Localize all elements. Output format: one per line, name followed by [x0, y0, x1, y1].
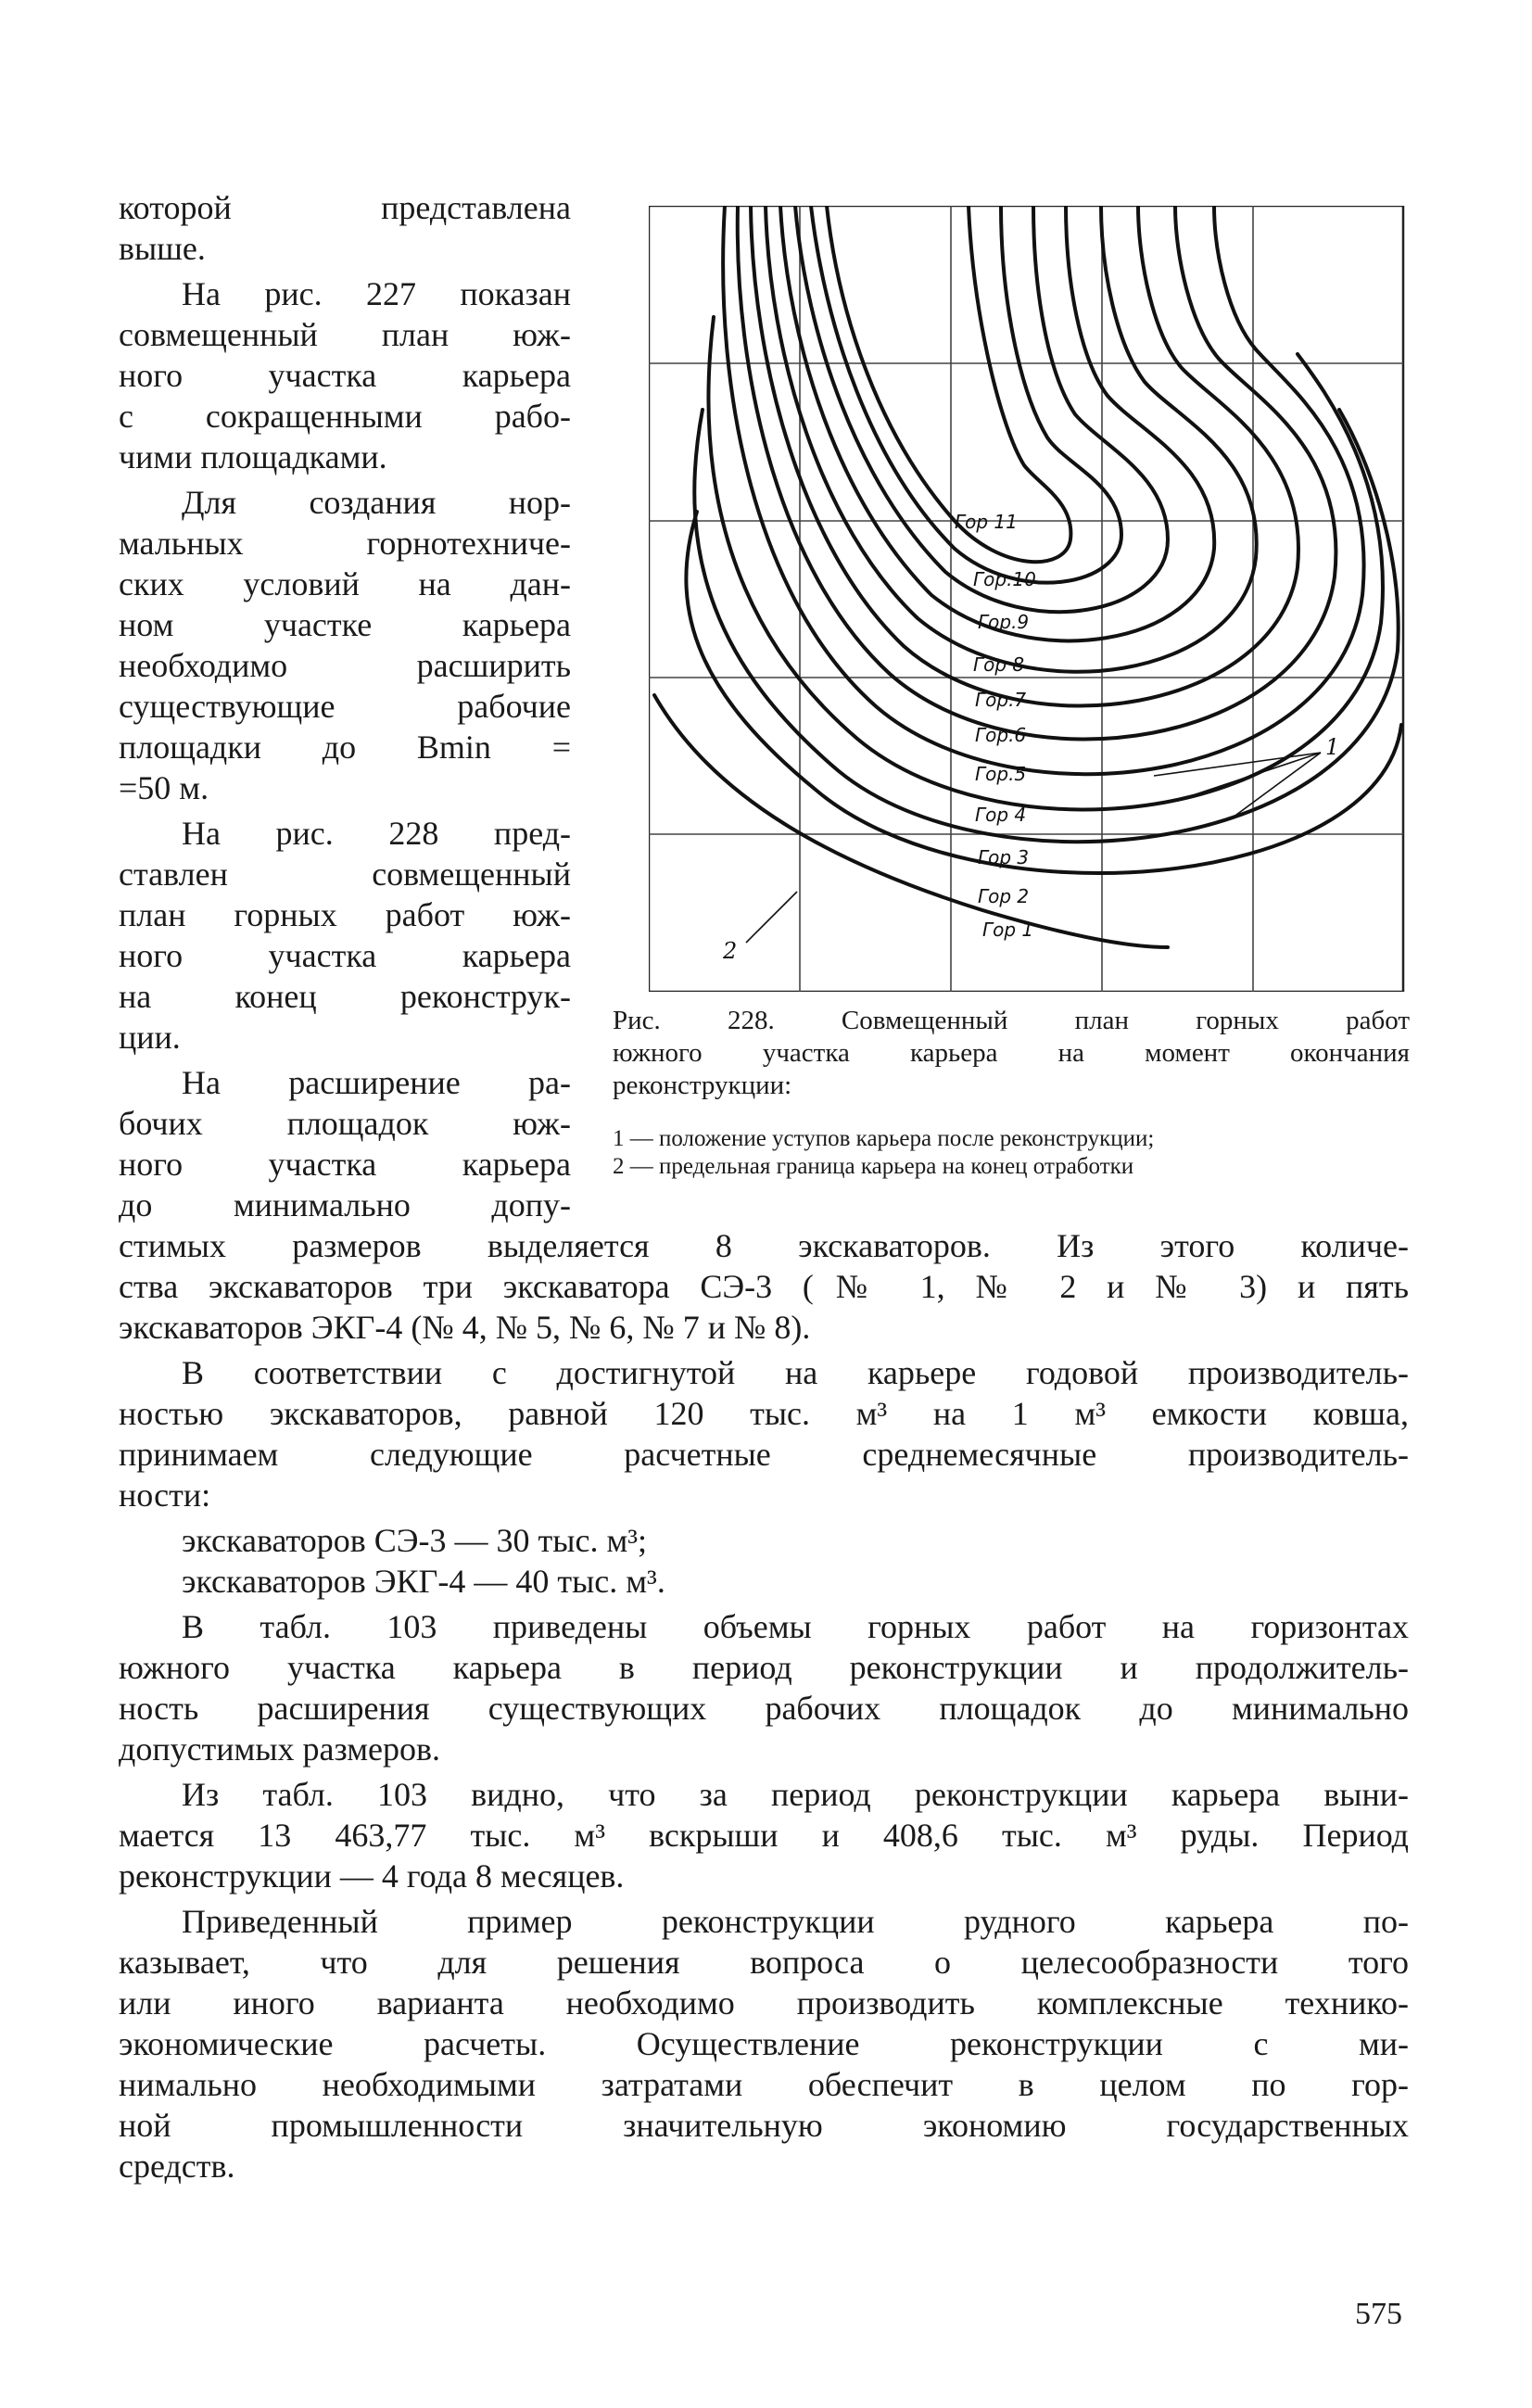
text-line: необходимо расширить: [119, 647, 571, 684]
text-line: ции.: [119, 1019, 181, 1056]
text-line: ставлен совмещенный: [119, 855, 571, 893]
text-line: которой представлена: [119, 189, 571, 226]
text-line: Приведенный пример реконструкции рудного карьера по-: [182, 1903, 1409, 1940]
label-gor-8: Гор 8: [973, 653, 1025, 676]
text-line: ностью экскаваторов, равной 120 тыс. м³ на 1 м³ емкости ковша,: [119, 1395, 1409, 1432]
label-gor-9: Гор.9: [978, 611, 1030, 633]
label-gor-11: Гор 11: [955, 511, 1018, 533]
text-line: ских условий на дан-: [119, 565, 571, 602]
mine-plan-figure: [649, 206, 1409, 992]
label-gor-2: Гор 2: [978, 885, 1030, 907]
text-line: ного участка карьера: [119, 357, 571, 394]
text-line: бочих площадок юж-: [119, 1105, 571, 1142]
text-line: выше.: [119, 230, 206, 267]
text-line: стимых размеров выделяется 8 экскаваторов. Из этого количе-: [119, 1227, 1409, 1264]
text-line: Для создания нор-: [182, 484, 571, 521]
text-line: =50 м.: [119, 769, 209, 806]
contour-gor-4: [723, 206, 1363, 774]
text-line: ность расширения существующих рабочих площадок до минимально: [119, 1690, 1409, 1727]
text-line: допустимых размеров.: [119, 1730, 440, 1768]
text-line: экономические расчеты. Осуществление реконструкции с ми-: [119, 2025, 1409, 2062]
contour-gor-1: [686, 512, 1401, 873]
figure-legend-item: 1 — положение уступов карьера после реконструкции;: [613, 1126, 1155, 1151]
text-line: ности:: [119, 1476, 211, 1514]
label-gor-4: Гор 4: [975, 804, 1027, 826]
contour-gor-9: [795, 206, 1168, 612]
text-line: южного участка карьера в период реконструкции и продолжитель-: [119, 1649, 1409, 1686]
text-line: с сокращенными рабо-: [119, 398, 571, 435]
label-gor-3: Гор 3: [978, 846, 1030, 868]
figure-legend-item: 2 — предельная граница карьера на конец отработки: [613, 1154, 1134, 1179]
text-line: На рис. 228 пред-: [182, 815, 571, 852]
text-line: реконструкции — 4 года 8 месяцев.: [119, 1857, 625, 1895]
text-line: принимаем следующие расчетные среднемесячные производитель-: [119, 1436, 1409, 1473]
text-line: ства экскаваторов три экскаватора СЭ-3 (№ 1, № 2 и № 3) и пять: [119, 1268, 1409, 1305]
text-line: существующие рабочие: [119, 688, 571, 725]
text-line: мальных горнотехниче-: [119, 525, 571, 562]
text-line: или иного варианта необходимо производить комплексные технико-: [119, 1984, 1409, 2021]
figure-caption-line: реконструкции:: [613, 1071, 792, 1100]
horizon-labels: [955, 511, 1036, 941]
label-gor-6: Гор.6: [975, 724, 1027, 746]
label-gor-10: Гор.10: [973, 568, 1036, 590]
text-line: до минимально допу-: [119, 1186, 571, 1223]
figure-caption-line: южного участка карьера на момент окончания: [613, 1038, 1410, 1068]
text-line: экскаваторов ЭКГ-4 (№ 4, № 5, № 6, № 7 и № 8).: [119, 1309, 811, 1346]
text-line: На рис. 227 показан: [182, 275, 571, 312]
text-line: На расширение ра-: [182, 1064, 571, 1101]
text-line: площадки до Вmin =: [119, 729, 571, 766]
text-line: Из табл. 103 видно, что за период реконструкции карьера выни-: [182, 1776, 1409, 1813]
callouts: [746, 753, 1321, 943]
callout-2-label: 2: [723, 938, 738, 964]
text-line: план горных работ юж-: [119, 896, 571, 933]
text-line: экскаваторов СЭ-3 — 30 тыс. м³;: [182, 1522, 648, 1559]
text-line: чими площадками.: [119, 438, 387, 475]
text-line: на конец реконструк-: [119, 978, 571, 1015]
text-line: ного участка карьера: [119, 1146, 571, 1183]
page-number: 575: [1355, 2297, 1402, 2331]
label-gor-5: Гор.5: [975, 763, 1027, 785]
text-line: нимально необходимыми затратами обеспечит в целом по гор-: [119, 2066, 1409, 2103]
label-gor-1: Гор 1: [982, 919, 1034, 941]
text-line: В табл. 103 приведены объемы горных работ на горизонтах: [182, 1608, 1409, 1645]
callout-1-label: 1: [1325, 734, 1340, 760]
text-line: В соответствии с достигнутой на карьере годовой производитель-: [182, 1354, 1409, 1391]
text-line: экскаваторов ЭКГ-4 — 40 тыс. м³.: [182, 1563, 665, 1600]
text-line: средств.: [119, 2148, 235, 2185]
text-line: ном участке карьера: [119, 606, 571, 643]
label-gor-7: Гор.7: [975, 689, 1027, 711]
text-line: ной промышленности значительную экономию государственных: [119, 2107, 1409, 2144]
text-line: мается 13 463,77 тыс. м³ вскрыши и 408,6 тыс. м³ руды. Период: [119, 1817, 1409, 1854]
text-line: казывает, что для решения вопроса о целесообразности того: [119, 1944, 1409, 1981]
figure-caption-line: Рис. 228. Совмещенный план горных работ: [613, 1006, 1410, 1035]
text-line: ного участка карьера: [119, 937, 571, 974]
text-line: совмещенный план юж-: [119, 316, 571, 353]
